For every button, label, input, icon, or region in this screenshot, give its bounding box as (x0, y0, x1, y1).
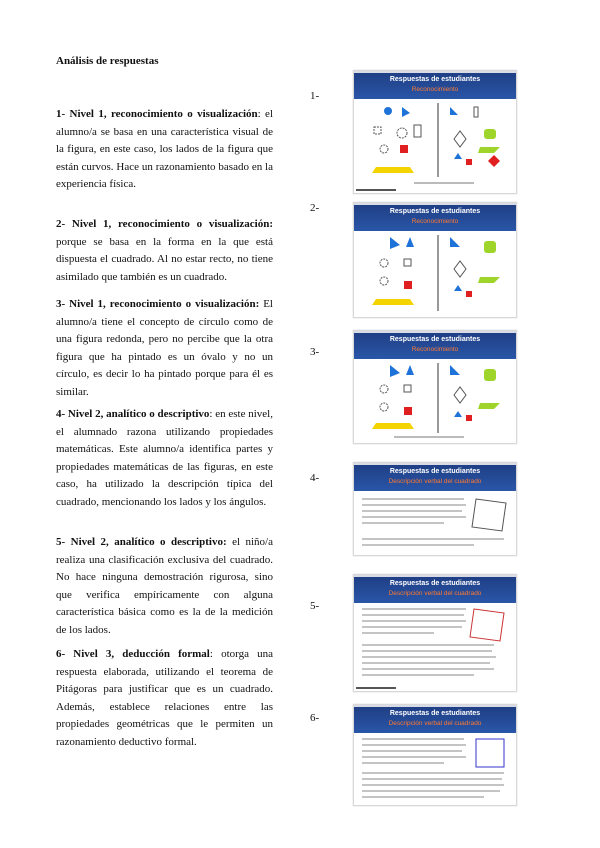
handwritten-answer (354, 603, 516, 691)
slide-thumbnail-3 (353, 330, 517, 444)
analysis-item-1 (56, 106, 273, 194)
slide-number-4: 4- (310, 472, 320, 484)
slide-number-1: 1- (310, 90, 320, 102)
shapes-worksheet (354, 231, 516, 317)
slide-thumbnail-5 (353, 574, 517, 692)
slide-title: Respuestas de estudiantes (389, 580, 481, 587)
shapes-worksheet (354, 359, 516, 443)
page-heading: Análisis de respuestas (56, 55, 159, 67)
item-text: : otorga una respuesta elaborada, utilizando el teorema de Pitágoras para justificar que es un cuadrado. Además, establece relaciones entre las propiedades geométricas que le permiten un razonamiento deductivo formal. (56, 648, 274, 748)
item-lead: 4- Nivel 2, analítico o descriptivo (56, 408, 210, 420)
item-lead: 1- Nivel 1, reconocimiento o visualización (56, 108, 258, 120)
analysis-item-4 (56, 406, 273, 511)
slide-banner (354, 331, 516, 359)
analysis-item-2 (56, 216, 273, 286)
slide-subtitle: Descripción verbal del cuadrado (388, 590, 482, 597)
item-text: : en este nivel, el alumnado razona utilizando propiedades matemáticas. Este alumno/a identifica partes y propiedades matemáticas de las figuras, en este caso, ha utilizado la descripción típica del cuadrado, mencionando los lados y los ángulos. (56, 408, 273, 508)
item-text: El alumno/a tiene el concepto de círculo como de una figura redonda, pero no percibe que la otra figura que ha pintado es un óvalo y no un círculo, es decir lo ha pintado porque para él es similar. (56, 298, 273, 398)
analysis-item-5 (56, 534, 273, 639)
item-text: el niño/a realiza una clasificación exclusiva del cuadrado. No hace ninguna demostración rigurosa, sino que verifica empíricamente con alguna característica básica como es la de la medición de los lados. (56, 536, 273, 636)
slide-title: Respuestas de estudiantes (389, 336, 481, 343)
slide-banner (354, 575, 516, 603)
slide-thumbnail-2 (353, 202, 517, 318)
analysis-item-3 (56, 296, 273, 401)
slide-banner (354, 705, 516, 733)
item-lead: 2- Nivel 1, reconocimiento o visualización: (56, 218, 273, 230)
slide-banner (354, 71, 516, 99)
handwritten-answer (354, 733, 516, 805)
handwritten-answer (354, 491, 516, 555)
slide-number-5: 5- (310, 600, 320, 612)
slide-title: Respuestas de estudiantes (389, 468, 481, 475)
slide-footer (356, 687, 396, 689)
slide-title: Respuestas de estudiantes (389, 76, 481, 83)
analysis-item-6 (56, 646, 273, 751)
slide-banner (354, 463, 516, 491)
slide-title: Respuestas de estudiantes (389, 208, 481, 215)
item-text: porque se basa en la forma en la que está dispuesta el cuadrado. Al no estar recto, no tiene asimilado que también es un cuadrado. (56, 235, 273, 283)
item-text: : el alumno/a se basa en una característica visual de la figura, en este caso, los lados de la figura que están curvos. Hace un razonamiento basado en la experiencia física. (56, 108, 273, 190)
slide-subtitle: Descripción verbal del cuadrado (388, 720, 482, 727)
slide-thumbnail-6 (353, 704, 517, 806)
slide-subtitle: Descripción verbal del cuadrado (388, 478, 482, 485)
item-lead: 3- Nivel 1, reconocimiento o visualización: (56, 298, 260, 310)
slide-footer (356, 189, 396, 191)
slide-thumbnail-4 (353, 462, 517, 556)
item-lead: 6- Nivel 3, deducción formal (56, 648, 210, 660)
slide-number-6: 6- (310, 712, 320, 724)
slide-subtitle: Reconocimiento (411, 86, 459, 93)
shapes-worksheet (354, 99, 516, 193)
slide-banner (354, 203, 516, 231)
slide-thumbnail-1 (353, 70, 517, 194)
slide-number-3: 3- (310, 346, 320, 358)
slide-number-2: 2- (310, 202, 320, 214)
slide-subtitle: Reconocimiento (411, 218, 459, 225)
slide-title: Respuestas de estudiantes (389, 710, 481, 717)
item-lead: 5- Nivel 2, analítico o descriptivo: (56, 536, 227, 548)
slide-subtitle: Reconocimiento (411, 346, 459, 353)
